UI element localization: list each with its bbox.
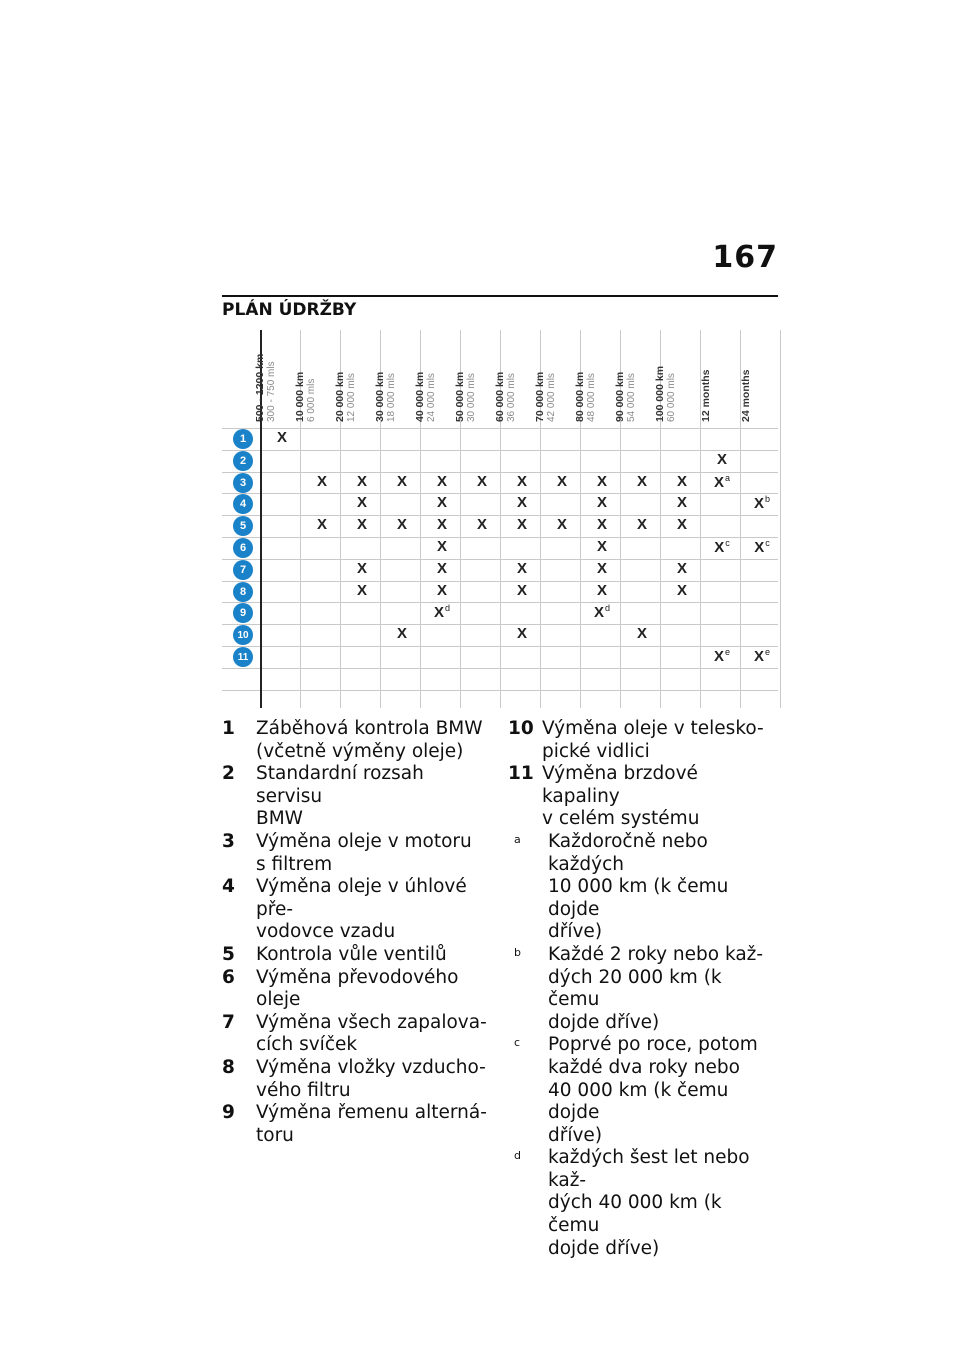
column-header-primary: 30 000 km [374, 371, 386, 422]
legend-right [508, 718, 778, 1260]
row-number-badge: 7 [233, 560, 253, 580]
legend-text: Záběhová kontrola BMW (včetně výměny oleje) [256, 718, 483, 762]
maintenance-mark: X [636, 625, 647, 643]
maintenance-mark: X [436, 472, 447, 490]
column-header-miles: 300 - 750 mls [266, 361, 277, 422]
footnote-marker: c [725, 538, 730, 548]
legend-text: Každé 2 roky nebo kaž- dých 20 000 km (k čemu dojde dříve) [548, 943, 764, 1033]
maintenance-mark: X [356, 494, 367, 512]
footnote-marker: e [725, 647, 731, 657]
row-number-badge: 4 [233, 494, 253, 514]
row-number-badge: 6 [233, 538, 253, 558]
legend-number: 5 [222, 943, 235, 965]
maintenance-mark: X [596, 581, 607, 599]
maintenance-mark: X [436, 494, 447, 512]
maintenance-mark: X [436, 516, 447, 534]
footnote-marker: d [445, 603, 451, 614]
legend-text: Výměna oleje v úhlové pře- vodovce vzadu [256, 876, 467, 943]
footnote-marker: c [765, 538, 770, 548]
maintenance-mark: X [516, 559, 527, 577]
column-header-miles: 36 000 mls [506, 373, 517, 422]
legend-item [222, 876, 490, 944]
maintenance-mark: $X^b$ [753, 494, 771, 513]
maintenance-mark: X [316, 516, 327, 534]
maintenance-mark: X [596, 494, 607, 512]
maintenance-mark: X [596, 559, 607, 577]
maintenance-mark: X [516, 581, 527, 599]
maintenance-mark: X [716, 450, 727, 468]
legend-item [222, 1012, 490, 1057]
maintenance-mark: X [636, 472, 647, 490]
legend-text: Výměna brzdové kapaliny v celém systému [542, 763, 700, 830]
maintenance-mark: X [676, 494, 687, 512]
column-header-primary: 100 000 km [654, 365, 666, 422]
row-number-badge: 11 [233, 647, 253, 667]
maintenance-mark: X [676, 472, 687, 490]
column-header-primary: 40 000 km [414, 371, 426, 422]
maintenance-mark: X [316, 472, 327, 490]
maintenance-mark: X [556, 472, 567, 490]
legend-item [508, 1034, 778, 1147]
legend-text: Výměna oleje v telesko- pické vidlici [542, 718, 764, 762]
maintenance-mark: $X^d$ [433, 603, 451, 622]
legend-number: 9 [222, 1102, 235, 1124]
footnote-key: d [514, 1149, 521, 1163]
header-rule [222, 295, 778, 297]
legend-left [222, 718, 490, 1147]
row-number-badge: 3 [233, 473, 253, 493]
footnote-key: a [514, 832, 521, 846]
maintenance-mark: X [356, 516, 367, 534]
maintenance-mark: Xe [753, 647, 771, 665]
legend-item [222, 763, 490, 831]
maintenance-mark: X [516, 516, 527, 534]
footnote-marker: d [605, 603, 611, 614]
legend-text: Poprvé po roce, potom každé dva roky nebo 40 000 km (k čemu dojde dříve) [548, 1034, 758, 1146]
legend-text: Výměna oleje v motoru s filtrem [256, 830, 472, 875]
column-header [742, 330, 782, 426]
legend-text: Standardní rozsah servisu BMW [256, 763, 424, 830]
legend-text: každých šest let nebo kaž- dých 40 000 km (k čemu dojde dříve) [548, 1147, 750, 1259]
footnote-marker: a [725, 472, 731, 483]
row-number-badge: 8 [233, 582, 253, 602]
legend-number: 10 [508, 718, 534, 739]
legend-item [222, 718, 490, 763]
maintenance-mark: $X^c$ [754, 538, 770, 556]
maintenance-mark: X [516, 472, 527, 490]
column-header-miles: 60 000 mls [666, 373, 677, 422]
legend-item [222, 1057, 490, 1102]
legend-item [222, 831, 490, 876]
page-number: 167 [712, 240, 778, 275]
maintenance-mark: X [636, 516, 647, 534]
column-header-miles: 48 000 mls [586, 373, 597, 422]
row-number-badge: 10 [233, 625, 253, 645]
footnote-marker: e [765, 647, 771, 657]
maintenance-mark: $X^a$ [713, 472, 731, 491]
legend-text: Výměna vložky vzducho- vého filtru [256, 1056, 486, 1101]
legend-item [222, 944, 490, 967]
column-header-primary: 70 000 km [534, 371, 546, 422]
maintenance-mark: X [676, 516, 687, 534]
column-header-miles: 6 000 mls [306, 378, 317, 422]
legend-number: 3 [222, 830, 235, 852]
column-header-primary: 90 000 km [614, 371, 626, 422]
maintenance-mark: Xe [713, 647, 731, 665]
row-number-badge: 1 [233, 429, 253, 449]
legend-text: Kontrola vůle ventilů [256, 943, 447, 965]
column-header-miles: 12 000 mls [346, 373, 357, 422]
maintenance-mark: $X^d$ [593, 603, 611, 622]
section-title: PLÁN ÚDRŽBY [222, 300, 357, 320]
legend-number: 1 [222, 718, 235, 739]
legend-item [508, 944, 778, 1034]
legend-text: Výměna převodového oleje [256, 966, 459, 1011]
maintenance-mark: X [396, 625, 407, 643]
maintenance-mark: X [436, 538, 447, 555]
column-header-primary: 24 months [740, 369, 752, 422]
column-header-primary: 20 000 km [334, 371, 346, 422]
legend-item [508, 718, 778, 763]
column-header-primary: 80 000 km [574, 371, 586, 422]
maintenance-table [222, 330, 778, 708]
row-number-badge: 9 [233, 603, 253, 623]
footnote-key: c [514, 1036, 521, 1050]
maintenance-mark: X [276, 429, 287, 446]
column-header-miles: 24 000 mls [426, 373, 437, 422]
legend-number: 7 [222, 1011, 235, 1033]
legend-item [508, 831, 778, 944]
column-header-miles: 18 000 mls [386, 373, 397, 422]
maintenance-mark: X [676, 581, 687, 599]
maintenance-mark: $X^c$ [714, 538, 730, 556]
maintenance-mark: X [676, 559, 687, 577]
row-number-badge: 2 [233, 451, 253, 471]
column-header-primary: 10 000 km [294, 371, 306, 422]
footnote-marker: b [765, 494, 771, 505]
maintenance-mark: X [596, 538, 607, 555]
column-header-primary: 50 000 km [454, 371, 466, 422]
column-header-primary: 60 000 km [494, 371, 506, 422]
maintenance-mark: X [436, 559, 447, 577]
legend-text: Každoročně nebo každých 10 000 km (k čemu dojde dříve) [548, 830, 729, 943]
legend-number: 6 [222, 966, 235, 988]
legend-text: Výměna řemenu alterná- toru [256, 1102, 487, 1146]
legend-number: 4 [222, 876, 235, 898]
maintenance-mark: X [396, 516, 407, 534]
column-header-miles: 30 000 mls [466, 373, 477, 422]
legend-item [508, 1147, 778, 1260]
legend-number: 8 [222, 1056, 235, 1078]
maintenance-mark: X [356, 581, 367, 599]
column-header-primary: 12 months [700, 369, 712, 422]
legend-number: 2 [222, 763, 235, 785]
column-header-miles: 42 000 mls [546, 373, 557, 422]
legend-item [222, 1102, 490, 1147]
maintenance-mark: X [356, 472, 367, 490]
maintenance-mark: X [516, 625, 527, 643]
maintenance-mark: X [596, 516, 607, 534]
row-number-badge: 5 [233, 516, 253, 536]
maintenance-mark: X [476, 472, 487, 490]
maintenance-mark: X [596, 472, 607, 490]
legend-number: 11 [508, 763, 534, 785]
maintenance-mark: X [556, 516, 567, 534]
maintenance-mark: X [396, 472, 407, 490]
legend-item [222, 967, 490, 1012]
maintenance-mark: X [476, 516, 487, 534]
legend-item [508, 763, 778, 831]
column-header-miles: 54 000 mls [626, 373, 637, 422]
maintenance-mark: X [436, 581, 447, 599]
column-header-primary: 500 - 1200 km [254, 353, 266, 422]
maintenance-mark: X [356, 559, 367, 577]
legend-text: Výměna všech zapalova- cích svíček [256, 1011, 487, 1056]
footnote-key: b [514, 945, 521, 959]
maintenance-mark: X [516, 494, 527, 512]
